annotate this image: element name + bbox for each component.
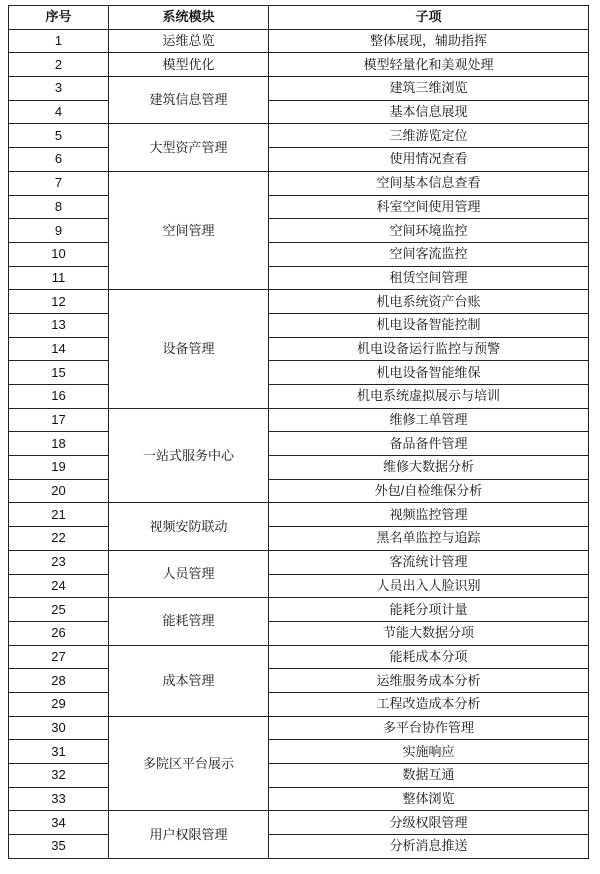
subitem: 外包/自检维保分析	[269, 479, 589, 503]
row-index: 6	[9, 148, 109, 172]
row-index: 12	[9, 290, 109, 314]
table-row	[9, 242, 589, 266]
subitem: 视频监控管理	[269, 503, 589, 527]
subitem: 空间基本信息查看	[269, 171, 589, 195]
subitem: 空间环境监控	[269, 219, 589, 243]
header-module: 系统模块	[109, 6, 269, 30]
table-row	[9, 787, 589, 811]
row-index: 11	[9, 266, 109, 290]
subitem: 机电设备智能控制	[269, 313, 589, 337]
row-index: 3	[9, 77, 109, 101]
row-index: 30	[9, 716, 109, 740]
module-name: 成本管理	[109, 645, 269, 716]
subitem: 能耗成本分项	[269, 645, 589, 669]
subitem: 租赁空间管理	[269, 266, 589, 290]
header-row	[9, 6, 589, 30]
subitem: 分级权限管理	[269, 811, 589, 835]
subitem: 基本信息展现	[269, 100, 589, 124]
header-index: 序号	[9, 6, 109, 30]
row-index: 4	[9, 100, 109, 124]
table-row	[9, 408, 589, 432]
row-index: 17	[9, 408, 109, 432]
row-index: 23	[9, 550, 109, 574]
table-row	[9, 195, 589, 219]
module-name: 能耗管理	[109, 598, 269, 645]
row-index: 16	[9, 385, 109, 409]
subitem: 三维游览定位	[269, 124, 589, 148]
subitem: 空间客流监控	[269, 242, 589, 266]
module-name: 运维总览	[109, 29, 269, 53]
table-row	[9, 124, 589, 148]
subitem: 运维服务成本分析	[269, 669, 589, 693]
header-subitem: 子项	[269, 6, 589, 30]
table-row	[9, 527, 589, 551]
module-name: 视频安防联动	[109, 503, 269, 550]
table-row	[9, 171, 589, 195]
table-row	[9, 645, 589, 669]
table-row	[9, 621, 589, 645]
table-row	[9, 669, 589, 693]
row-index: 24	[9, 574, 109, 598]
table-row	[9, 598, 589, 622]
table-row	[9, 764, 589, 788]
module-name: 一站式服务中心	[109, 408, 269, 503]
row-index: 28	[9, 669, 109, 693]
subitem: 整体浏览	[269, 787, 589, 811]
table-row	[9, 313, 589, 337]
row-index: 27	[9, 645, 109, 669]
row-index: 33	[9, 787, 109, 811]
table-row	[9, 432, 589, 456]
table-row	[9, 503, 589, 527]
table-row	[9, 716, 589, 740]
table-row	[9, 53, 589, 77]
module-name: 设备管理	[109, 290, 269, 408]
module-name: 空间管理	[109, 171, 269, 289]
subitem: 实施响应	[269, 740, 589, 764]
row-index: 32	[9, 764, 109, 788]
subitem: 机电设备运行监控与预警	[269, 337, 589, 361]
row-index: 18	[9, 432, 109, 456]
row-index: 9	[9, 219, 109, 243]
table-row	[9, 219, 589, 243]
table-row	[9, 574, 589, 598]
row-index: 20	[9, 479, 109, 503]
subitem: 人员出入人脸识别	[269, 574, 589, 598]
module-name: 人员管理	[109, 550, 269, 597]
table-row	[9, 29, 589, 53]
module-name: 多院区平台展示	[109, 716, 269, 811]
table-row	[9, 361, 589, 385]
row-index: 8	[9, 195, 109, 219]
row-index: 31	[9, 740, 109, 764]
subitem: 维修大数据分析	[269, 456, 589, 480]
table-body	[9, 29, 589, 858]
row-index: 25	[9, 598, 109, 622]
subitem: 维修工单管理	[269, 408, 589, 432]
table-row	[9, 835, 589, 859]
subitem: 多平台协作管理	[269, 716, 589, 740]
module-name: 用户权限管理	[109, 811, 269, 858]
subitem: 能耗分项计量	[269, 598, 589, 622]
row-index: 22	[9, 527, 109, 551]
subitem: 备品备件管理	[269, 432, 589, 456]
row-index: 35	[9, 835, 109, 859]
row-index: 26	[9, 621, 109, 645]
subitem: 黑名单监控与追踪	[269, 527, 589, 551]
subitem: 分析消息推送	[269, 835, 589, 859]
table-row	[9, 148, 589, 172]
subitem: 机电系统资产台账	[269, 290, 589, 314]
row-index: 14	[9, 337, 109, 361]
table-row	[9, 385, 589, 409]
subitem: 整体展现，辅助指挥	[269, 29, 589, 53]
table-row	[9, 266, 589, 290]
row-index: 1	[9, 29, 109, 53]
table-row	[9, 337, 589, 361]
row-index: 21	[9, 503, 109, 527]
row-index: 5	[9, 124, 109, 148]
subitem: 建筑三维浏览	[269, 77, 589, 101]
module-name: 建筑信息管理	[109, 77, 269, 124]
table-row	[9, 100, 589, 124]
table-row	[9, 479, 589, 503]
module-name: 模型优化	[109, 53, 269, 77]
row-index: 2	[9, 53, 109, 77]
row-index: 10	[9, 242, 109, 266]
subitem: 工程改造成本分析	[269, 692, 589, 716]
subitem: 节能大数据分项	[269, 621, 589, 645]
table-row	[9, 290, 589, 314]
table-row	[9, 692, 589, 716]
subitem: 科室空间使用管理	[269, 195, 589, 219]
subitem: 客流统计管理	[269, 550, 589, 574]
row-index: 29	[9, 692, 109, 716]
subitem: 机电设备智能维保	[269, 361, 589, 385]
subitem: 机电系统虚拟展示与培训	[269, 385, 589, 409]
row-index: 19	[9, 456, 109, 480]
module-name: 大型资产管理	[109, 124, 269, 171]
table-row	[9, 811, 589, 835]
row-index: 7	[9, 171, 109, 195]
subitem: 数据互通	[269, 764, 589, 788]
table-row	[9, 550, 589, 574]
table-row	[9, 77, 589, 101]
subitem: 使用情况查看	[269, 148, 589, 172]
table-row	[9, 740, 589, 764]
module-table	[8, 5, 589, 859]
row-index: 34	[9, 811, 109, 835]
row-index: 15	[9, 361, 109, 385]
subitem: 模型轻量化和美观处理	[269, 53, 589, 77]
table-row	[9, 456, 589, 480]
row-index: 13	[9, 313, 109, 337]
